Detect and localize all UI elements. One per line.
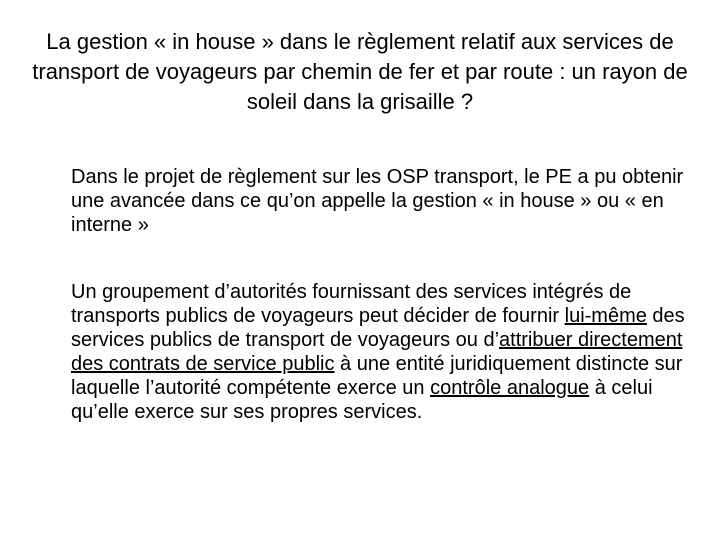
paragraph-2-text-2: des services publics de transport de voyageurs ou d’: [71, 305, 685, 351]
paragraph-2-text-4: à celui qu’elle exerce sur ses propres services.: [71, 377, 653, 423]
underlined-lui-meme: lui-même: [564, 305, 647, 327]
underlined-controle-analogue: contrôle analogue: [430, 377, 590, 399]
paragraph-2-text-3: à une entité juridiquement distincte sur laquelle l’autorité compétente exerce un: [71, 353, 683, 399]
paragraph-1: Dans le projet de règlement sur les OSP transport, le PE a pu obtenir une avancée dans ce qu’on appelle la gestion « in house » ou « en interne »: [71, 166, 684, 236]
paragraph-2-text-1: Un groupement d’autorités fournissant des services intégrés de transports publics de voyageurs peut décider de fournir: [71, 281, 632, 327]
slide-title: La gestion « in house » dans le règlement relatif aux services de transport de voyageurs par chemin de fer et par route : un rayon de soleil dans la grisaille ?: [32, 29, 688, 114]
paragraph-2: [71, 280, 691, 424]
underlined-attribuer-directement: attribuer directement des contrats de service public: [71, 329, 683, 375]
